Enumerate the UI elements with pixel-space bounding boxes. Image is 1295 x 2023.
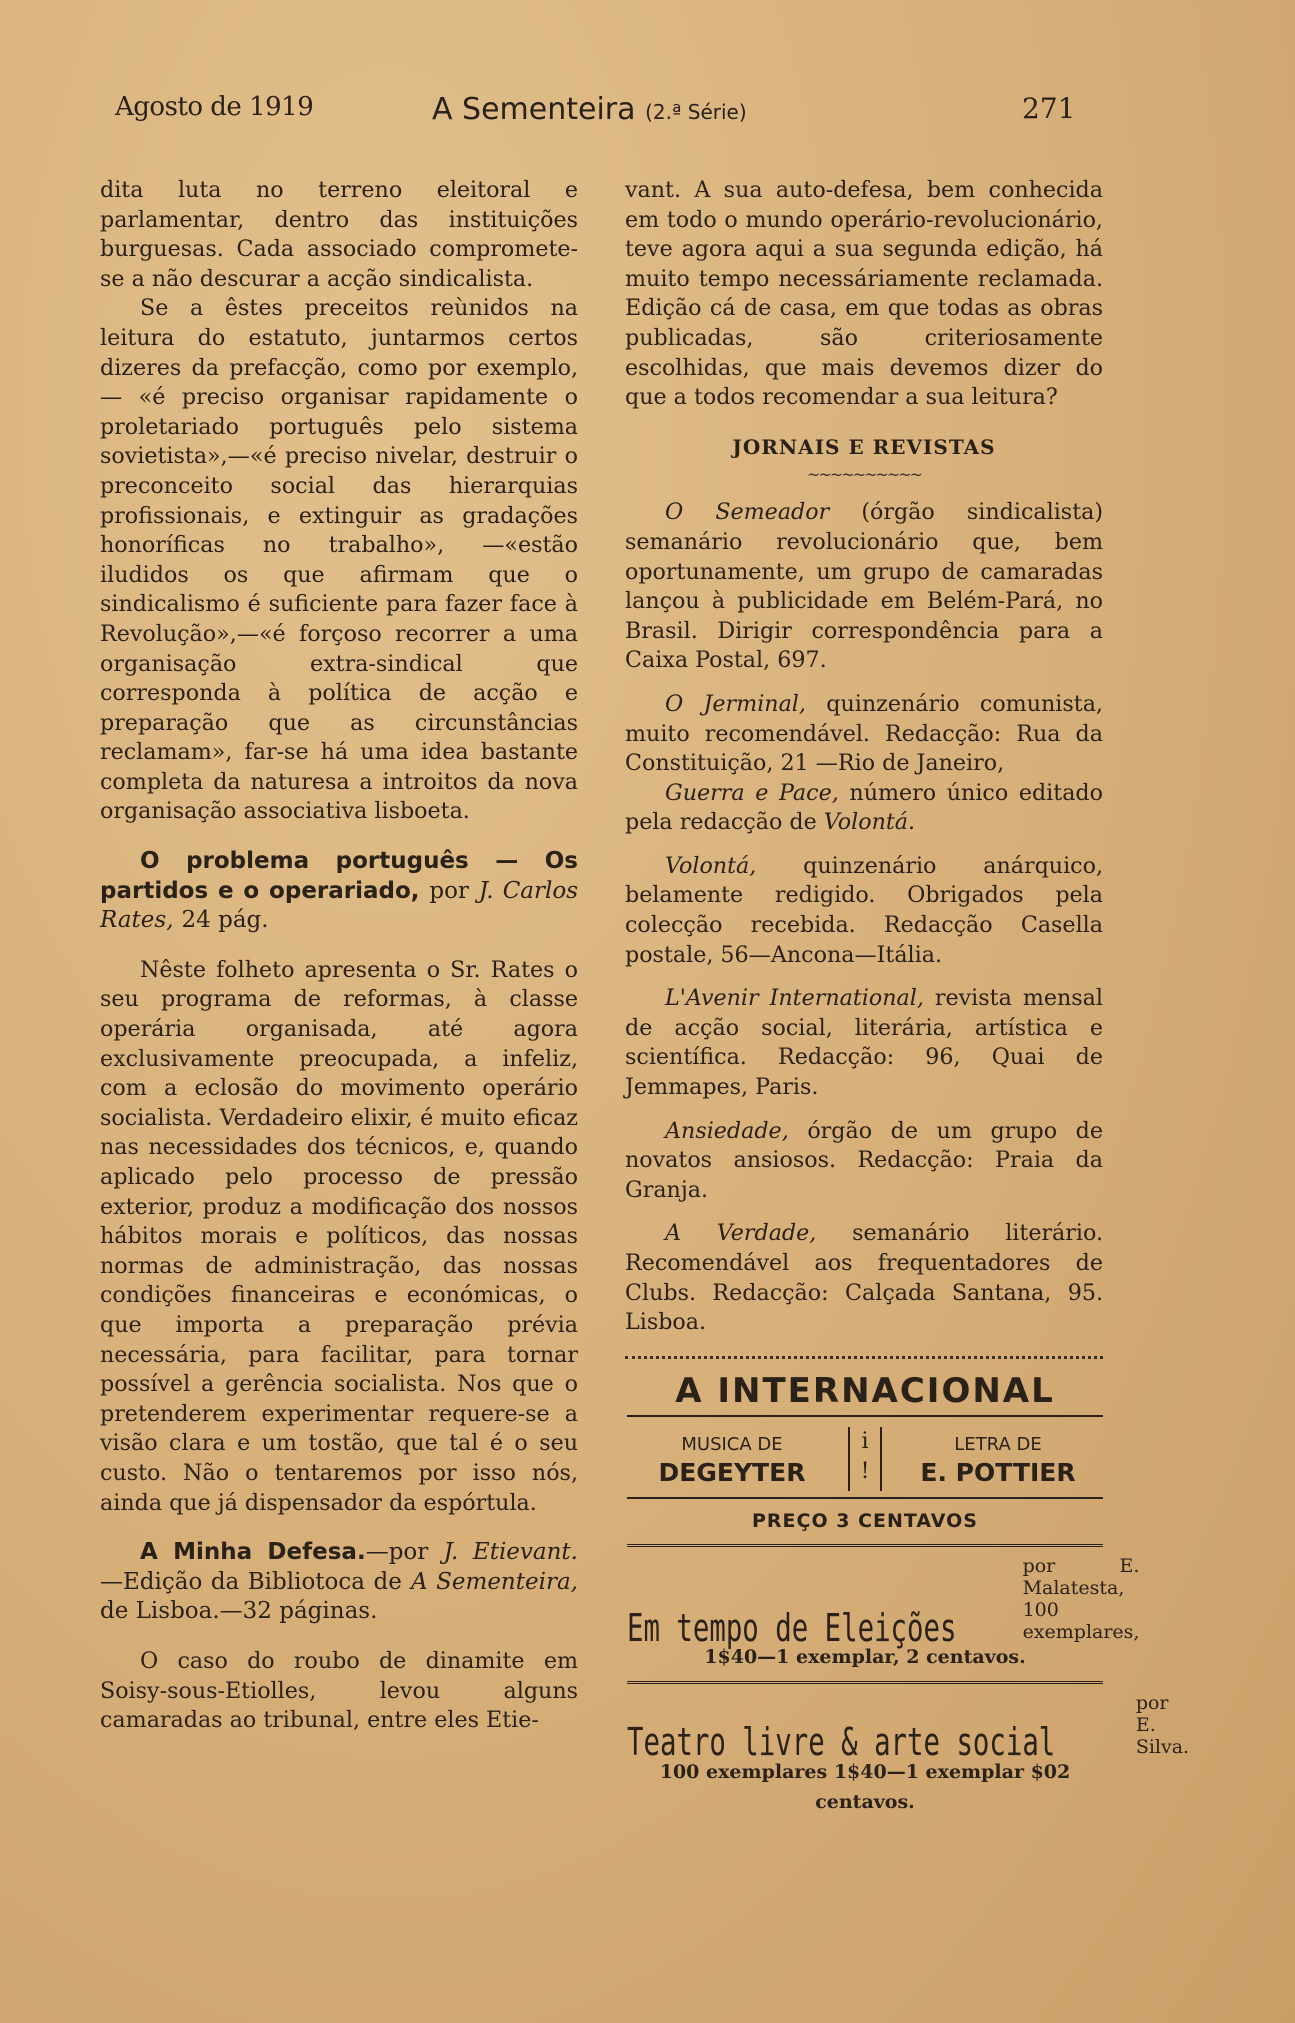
music-name: DEGEYTER (658, 1457, 806, 1487)
book-price: 100 exemplares 1$40—1 exemplar $02 centavos. (659, 1760, 1071, 1813)
book-title: Teatro livre & arte social (627, 1720, 1056, 1765)
ad-rule (627, 1497, 1103, 1499)
ad-credits (627, 1427, 1103, 1491)
listing-entry (625, 779, 1103, 838)
publication-series: (2.ª Série) (645, 100, 747, 124)
separator-mark: i (861, 1428, 869, 1454)
paragraph: O caso do roubo de dinamite em Soisy-sous-Etiolles, levou alguns camaradas ao tribunal, entre eles Etie- (100, 1647, 578, 1734)
listing-text: quinzenário anárquico, belamente redigido. Obrigados pela colecção recebida. Redacção Casella postale, 56—Ancona—Itália. (625, 852, 1103, 968)
ad-title: A INTERNACIONAL (675, 1370, 1055, 1411)
paragraph: Se a êstes preceitos reùnidos na leitura do estatuto, juntarmos certos dizeres da prefacção, como por exemplo, — «é preciso organisar rapidamente o proletariado português pelo sistema sovietista»,—«é preciso nivelar, destruir o preconceito social das hierarquias profissionais, e extinguir as gradações honoríficas no trabalho», —«estão iludidos os que afirmam que o sindicalismo é suficiente para fazer face à Revolução»,—«é forçoso recorrer a uma organisação extra-sindical que corresponda à política de acção e preparação que as circunstâncias reclamam», far-se há uma idea bastante completa da naturesa a introitos da nova organisação associativa lisboeta. (100, 295, 578, 825)
lyrics-name: E. POTTIER (920, 1457, 1076, 1487)
book-price: 1$40—1 exemplar, 2 centavos. (704, 1646, 1026, 1669)
book-count: 100 exemplares, (1022, 1599, 1140, 1644)
review-heading (100, 847, 578, 936)
listing-name: O Semeador (665, 499, 830, 526)
left-column (100, 176, 578, 1736)
listing-text: órgão de um grupo de novatos ansiosos. Redacção: Praia da Granja. (625, 1117, 1103, 1203)
review-pages: de Lisboa.—32 páginas. (100, 1598, 378, 1625)
review-by: —por (365, 1539, 429, 1566)
section-title: JORNAIS E REVISTAS (732, 434, 996, 459)
listing-name: Volontá, (665, 852, 757, 879)
review-author: J. Carlos Rates, (100, 877, 579, 934)
book-title: Em tempo de Eleições (627, 1605, 957, 1650)
listing-entry (625, 690, 1103, 779)
review-by: por (429, 877, 469, 904)
review-publisher: A Sementeira, (411, 1568, 578, 1595)
review-edition: —Edição da Bibliotoca de (100, 1568, 402, 1595)
wave-divider: ~~~~~~~~~~ (806, 465, 922, 485)
review-title: A Minha Defesa. (140, 1539, 366, 1566)
listing-text: quinzenário comunista, muito recomendável. Redacção: Rua da Constituição, 21 —Rio de Janeiro, (625, 690, 1103, 777)
listing-text: revista mensal de acção social, literária, artística e scientífica. Redacção: 96, Quai de Jemmapes, Paris. (625, 985, 1103, 1101)
music-label: MUSICA DE (681, 1433, 783, 1455)
listing-text: (órgão sindicalista) semanário revolucionário que, bem oportunamente, um grupo de camaradas lançou à publicidade em Belém-Pará, no Brasil. Dirigir correspondência para a Caixa Postal, 697. (625, 499, 1103, 674)
ad-rule (627, 1415, 1103, 1417)
review-author: J. Etievant. (443, 1539, 578, 1566)
listing-text: número único editado pela redacção de (625, 779, 1103, 836)
page-number: 271 (1022, 92, 1076, 125)
listing-entry (625, 984, 1103, 1102)
lyrics-label: LETRA DE (954, 1433, 1042, 1455)
advertisement (627, 1370, 1190, 1817)
ad-rule (627, 1681, 1103, 1684)
review-heading (100, 1538, 578, 1627)
listing-entry (625, 852, 1103, 970)
book-ad (627, 1691, 1190, 1765)
paragraph: vant. A sua auto-defesa, bem conhecida em todo o mundo operário-revolucionário, teve agora aqui a sua segunda edição, há muito tempo necessáriamente reclamada. Edição cá de casa, em que todas as obras publicadas, são criteriosamente escolhidas, que mais devemos dizer do que a todos recomendar a sua leitura? (625, 177, 1103, 411)
separator-mark: ! (860, 1458, 870, 1484)
listing-entry (625, 1219, 1103, 1337)
publication-title (432, 92, 747, 127)
listing-name: Guerra e Pace, (665, 779, 839, 806)
review-pages: 24 pág. (181, 907, 269, 934)
listing-name: O Jerminal, (665, 690, 806, 717)
listing-name: Ansiedade, (665, 1117, 789, 1144)
listing-entry (625, 1117, 1103, 1206)
ad-rule (627, 1544, 1103, 1547)
book-info (1023, 1555, 1140, 1643)
paragraph: Nêste folheto apresenta o Sr. Rates o seu programa de reformas, à classe operária organisada, até agora exclusivamente preocupada, a infeliz, com a eclosão do movimento operário socialista. Verdadeiro elixir, é muito eficaz nas necessidades dos técnicos, e, quando aplicado pelo processo de pressão exterior, produz a modificação dos nossos hábitos morais e políticos, das nossas normas de administração, das nossas condições financeiras e económicas, o que importa a preparação prévia necessária, para facilitar, para tornar possível a gerência socialista. Nos que o pretenderem experimentar requere-se a visão clara e um tostão, que tal é o seu custo. Não o tentaremos por isso nós, ainda que já dispensador da espórtula. (100, 956, 578, 1516)
issue-date: Agosto de 1919 (115, 92, 314, 122)
review-title: O problema português — Os partidos e o operariado, (100, 848, 578, 904)
book-author: por E. Silva. (1135, 1691, 1190, 1758)
right-column (625, 176, 1190, 1825)
listing-entry (625, 498, 1103, 676)
listing-name: L'Avenir International, (665, 985, 924, 1012)
paragraph: dita luta no terreno eleitoral e parlamentar, dentro das instituições burguesas. Cada associado compromete-se a não descurar a acção sindicalista. (100, 177, 578, 292)
book-author: por E. Malatesta, (1022, 1555, 1140, 1600)
dotted-divider (625, 1356, 1103, 1359)
book-ad (627, 1555, 1140, 1650)
listing-ref: Volontá. (823, 809, 916, 836)
music-credit (627, 1431, 837, 1487)
lyrics-credit (893, 1431, 1103, 1487)
ad-separator (848, 1427, 882, 1491)
listing-name: A Verdade, (665, 1220, 817, 1247)
listing-text: semanário literário. Recomendável aos frequentadores de Clubs. Redacção: Calçada Santana, 95. Lisboa. (625, 1220, 1104, 1336)
publication-name: A Sementeira (432, 92, 636, 127)
ad-price: PREÇO 3 CENTAVOS (751, 1509, 978, 1532)
